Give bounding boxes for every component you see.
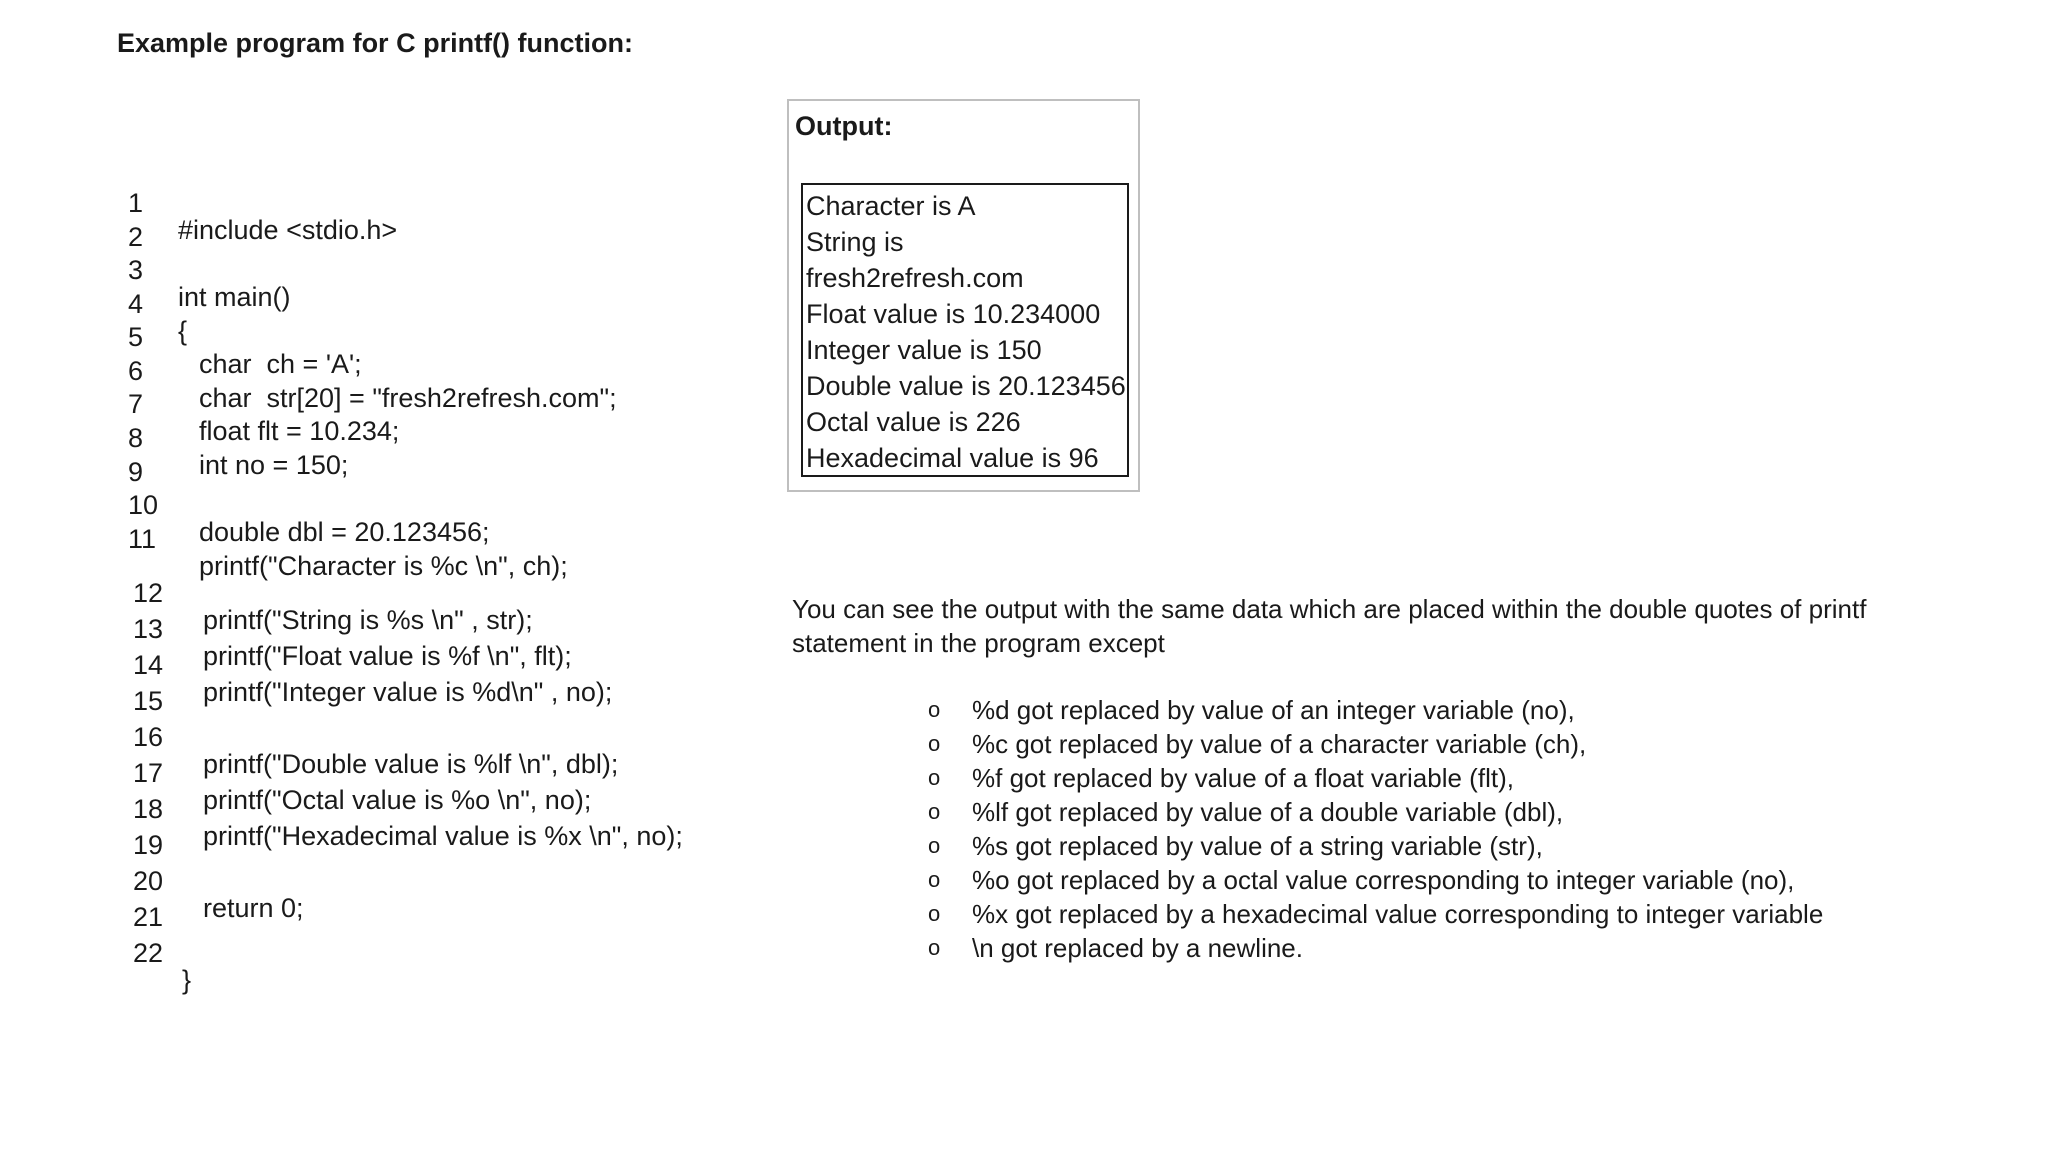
code-text: int main() — [178, 282, 291, 312]
line-number: 14 — [133, 650, 164, 680]
bullet-marker: o — [928, 765, 941, 790]
bullet-marker: o — [928, 867, 941, 892]
code-text: return 0; — [203, 893, 304, 923]
bullet-marker: o — [928, 935, 941, 960]
code-text: printf("Octal value is %o \n", no); — [203, 785, 592, 815]
list-item-text: \n got replaced by a newline. — [972, 933, 1303, 963]
code-text: float flt = 10.234; — [199, 416, 400, 446]
line-number: 9 — [128, 457, 144, 487]
line-number: 18 — [133, 794, 164, 824]
line-number: 21 — [133, 902, 164, 932]
line-number: 4 — [128, 289, 144, 319]
line-number: 2 — [128, 222, 144, 252]
line-number: 16 — [133, 722, 164, 752]
line-number: 12 — [133, 578, 164, 608]
line-number: 13 — [133, 614, 164, 644]
code-text: printf("Integer value is %d\n" , no); — [203, 677, 613, 707]
code-text: double dbl = 20.123456; — [199, 517, 490, 547]
bullet-marker: o — [928, 697, 941, 722]
line-number: 3 — [128, 255, 144, 285]
code-text: printf("Character is %c \n", ch); — [199, 551, 568, 581]
code-text: printf("Hexadecimal value is %x \n", no); — [203, 821, 683, 851]
list-item-text: %c got replaced by value of a character variable (ch), — [972, 729, 1587, 759]
line-number: 8 — [128, 423, 144, 453]
code-text: #include <stdio.h> — [178, 215, 398, 245]
line-number: 19 — [133, 830, 164, 860]
line-number: 5 — [128, 322, 144, 352]
code-text: } — [182, 965, 192, 995]
page-heading: Example program for C printf() function: — [117, 28, 633, 58]
bullet-marker: o — [928, 799, 941, 824]
list-item-text: %lf got replaced by value of a double variable (dbl), — [972, 797, 1564, 827]
output-line: String is — [806, 227, 904, 257]
line-number: 7 — [128, 389, 144, 419]
output-line: fresh2refresh.com — [806, 263, 1024, 293]
console-output — [801, 183, 1129, 477]
code-text: char ch = 'A'; — [199, 349, 362, 379]
list-item-text: %x got replaced by a hexadecimal value corresponding to integer variable — [972, 899, 1824, 929]
bullet-marker: o — [928, 731, 941, 756]
line-number: 1 — [128, 188, 144, 218]
line-number: 11 — [128, 524, 157, 554]
output-panel — [787, 99, 1140, 492]
code-text: printf("Float value is %f \n", flt); — [203, 641, 572, 671]
list-item-text: %d got replaced by value of an integer variable (no), — [972, 695, 1575, 725]
code-text: printf("Double value is %lf \n", dbl); — [203, 749, 619, 779]
line-number: 15 — [133, 686, 164, 716]
line-number: 6 — [128, 356, 144, 386]
list-item-text: %o got replaced by a octal value corresponding to integer variable (no), — [972, 865, 1795, 895]
line-number: 10 — [128, 490, 159, 520]
line-number: 17 — [133, 758, 164, 788]
output-line: Float value is 10.234000 — [806, 299, 1101, 329]
list-item-text: %f got replaced by value of a float variable (flt), — [972, 763, 1514, 793]
code-text: { — [178, 316, 188, 346]
list-item-text: %s got replaced by value of a string variable (str), — [972, 831, 1543, 861]
output-line: Character is A — [806, 191, 976, 221]
explanation-text: You can see the output with the same data which are placed within the double quotes of printf statement in the program except — [792, 594, 1867, 658]
output-line: Hexadecimal value is 96 — [806, 443, 1099, 473]
output-line: Integer value is 150 — [806, 335, 1042, 365]
output-line: Octal value is 226 — [806, 407, 1021, 437]
output-line: Double value is 20.123456 — [806, 371, 1126, 401]
output-title: Output: — [795, 111, 893, 141]
line-number: 22 — [133, 938, 164, 968]
line-number: 20 — [133, 866, 164, 896]
code-listing — [0, 0, 760, 1000]
bullet-marker: o — [928, 901, 941, 926]
code-text: int no = 150; — [199, 450, 349, 480]
bullet-marker: o — [928, 833, 941, 858]
code-text: char str[20] = "fresh2refresh.com"; — [199, 383, 617, 413]
code-text: printf("String is %s \n" , str); — [203, 605, 533, 635]
